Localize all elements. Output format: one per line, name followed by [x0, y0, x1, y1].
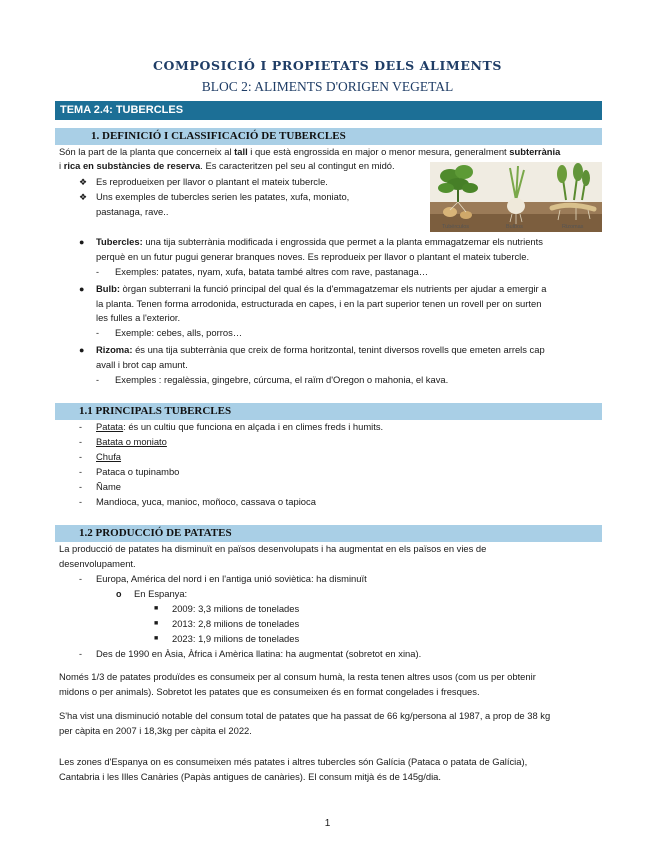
- dash-bullet-icon: -: [79, 467, 82, 477]
- dash-bullet-icon: -: [79, 649, 82, 659]
- dash-bullet-icon: -: [96, 267, 99, 277]
- asia-item: Des de 1990 en Àsia, Àfrica i Amèrica llatina: ha augmentat (sobretot en xina).: [96, 648, 422, 659]
- rizoma-line-1: Rizoma: és una tija subterrània que creix de forma horitzontal, tenint diversos rovells que emeten arrels cap: [96, 344, 545, 355]
- paragraph-usos-line-1: Només 1/3 de patates produïdes es consumeix per al consum humà, la resta tenen altres usos (com us per obtenir: [59, 671, 536, 682]
- rizoma-examples: Exemples : regalèssia, gingebre, cúrcuma, el raïm d'Oregon o mahonia, el kava.: [115, 374, 449, 385]
- tubercles-examples: Exemples: patates, nyam, xufa, batata també altres com rave, pastanaga…: [115, 266, 429, 277]
- tubercles-line-2: perquè en un futur pugui generar branques noves. Es reprodueix per llavor o plantant el mateix tubercle.: [96, 251, 530, 262]
- section-heading-definicio: 1. DEFINICIÓ I CLASSIFICACIÓ DE TUBERCLES: [55, 128, 602, 145]
- tema-heading: TEMA 2.4: TUBERCLES: [55, 101, 602, 120]
- paragraph-zones-line-2: Cantabria i les Illes Canàries (Papàs antigues de canàries). El consum mitjà és de 145g/dia.: [59, 771, 441, 782]
- list-item-batata: Batata o moniato: [96, 436, 167, 447]
- list-item-pataca: Pataca o tupinambo: [96, 466, 180, 477]
- caption-tuberculos: Tubérculos: [442, 224, 470, 230]
- plant-illustration-icon: [430, 162, 602, 232]
- produccio-intro-line-1: La producció de patates ha disminuït en països desenvolupats i ha augmentat en els països en vies de: [59, 543, 487, 554]
- europa-item: Europa, América del nord i en l'antiga unió soviètica: ha disminuït: [96, 573, 367, 584]
- bulb-line-1: Bulb: òrgan subterrani la funció principal del qual és la d'emmagatzemar els nutrients per ajudar a emergir a: [96, 283, 547, 294]
- section-heading-produccio: 1.2 PRODUCCIÓ DE PATATES: [55, 525, 602, 542]
- bullet-exemples-line-2: pastanaga, rave..: [96, 206, 169, 217]
- bullet-exemples-line-1: Uns exemples de tubercles serien les patates, xufa, moniato,: [96, 191, 350, 202]
- paragraph-usos-line-2: midons o per animals). Sobretot les patates que es consumeixen és en format congelades i fresques.: [59, 686, 480, 697]
- caption-bulbos: Bulbos: [506, 224, 523, 230]
- year-2023: 2023: 1,9 milions de tonelades: [172, 633, 300, 644]
- diamond-bullet-icon: ❖: [79, 177, 88, 187]
- year-2013: 2013: 2,8 milions de tonelades: [172, 618, 300, 629]
- bulb-line-2: la planta. Tenen forma arrodonida, estructurada en capes, i en la part superior tenen un rovell per on surten: [96, 298, 542, 309]
- dash-bullet-icon: -: [79, 574, 82, 584]
- paragraph-zones-line-1: Les zones d'Espanya on es consumeixen més patates i altres tubercles són Galícia (Pataca o patata de Galícia),: [59, 756, 528, 767]
- caption-rizomas: Rizomas: [562, 224, 584, 230]
- list-item-chufa: Chufa: [96, 451, 122, 462]
- bullet-reproduccio: Es reprodueixen per llavor o plantant el mateix tubercle.: [96, 176, 328, 187]
- square-bullet-icon: ■: [154, 635, 159, 642]
- intro-line-1: Són la part de la planta que concerneix al tall i que està engrossida en major o menor mesura, generalment subterrània: [59, 146, 561, 157]
- espanya-item: En Espanya:: [134, 588, 188, 599]
- paragraph-consum-line-1: S'ha vist una disminució notable del consum total de patates que ha passat de 66 kg/persona al 1987, a prop de 38 kg: [59, 710, 551, 721]
- list-item-mandioca: Mandioca, yuca, manioc, moñoco, cassava o tapioca: [96, 496, 316, 507]
- dash-bullet-icon: -: [96, 375, 99, 385]
- square-bullet-icon: ■: [154, 620, 159, 627]
- tubercles-line-1: Tubercles: una tija subterrània modificada i engrossida que permet a la planta emmagatzemar els nutrients: [96, 236, 543, 247]
- bullet-icon: ●: [79, 284, 85, 294]
- bullet-icon: ●: [79, 237, 85, 247]
- plant-types-image: [430, 162, 602, 232]
- circle-bullet-icon: o: [116, 589, 122, 599]
- bulb-line-3: les fulles a l'exterior.: [96, 312, 181, 323]
- rizoma-line-2: avall i brot cap amunt.: [96, 359, 188, 370]
- list-item-patata: Patata: és un cultiu que funciona en alçada i en climes freds i humits.: [96, 421, 384, 432]
- dash-bullet-icon: -: [96, 328, 99, 338]
- dash-bullet-icon: -: [79, 452, 82, 462]
- produccio-intro-line-2: desenvolupament.: [59, 558, 136, 569]
- paragraph-consum-line-2: per càpita en 2007 i 18,3kg per càpita el 2022.: [59, 725, 252, 736]
- page-number: 1: [324, 818, 331, 829]
- year-2009: 2009: 3,3 milions de tonelades: [172, 603, 300, 614]
- list-item-name: Ñame: [96, 481, 122, 492]
- dash-bullet-icon: -: [79, 437, 82, 447]
- section-heading-principals: 1.1 PRINCIPALS TUBERCLES: [55, 403, 602, 420]
- document-subtitle: BLOC 2: ALIMENTS D'ORIGEN VEGETAL: [201, 79, 454, 94]
- square-bullet-icon: ■: [154, 605, 159, 612]
- bullet-icon: ●: [79, 345, 85, 355]
- intro-line-2: i rica en substàncies de reserva. Es caracteritzen pel seu al contingut en midó.: [59, 160, 395, 171]
- bulb-examples: Exemple: cebes, alls, porros…: [115, 327, 243, 338]
- dash-bullet-icon: -: [79, 482, 82, 492]
- dash-bullet-icon: -: [79, 497, 82, 507]
- dash-bullet-icon: -: [79, 422, 82, 432]
- document-title: COMPOSICIÓ I PROPIETATS DELS ALIMENTS: [152, 58, 503, 73]
- diamond-bullet-icon: ❖: [79, 192, 88, 202]
